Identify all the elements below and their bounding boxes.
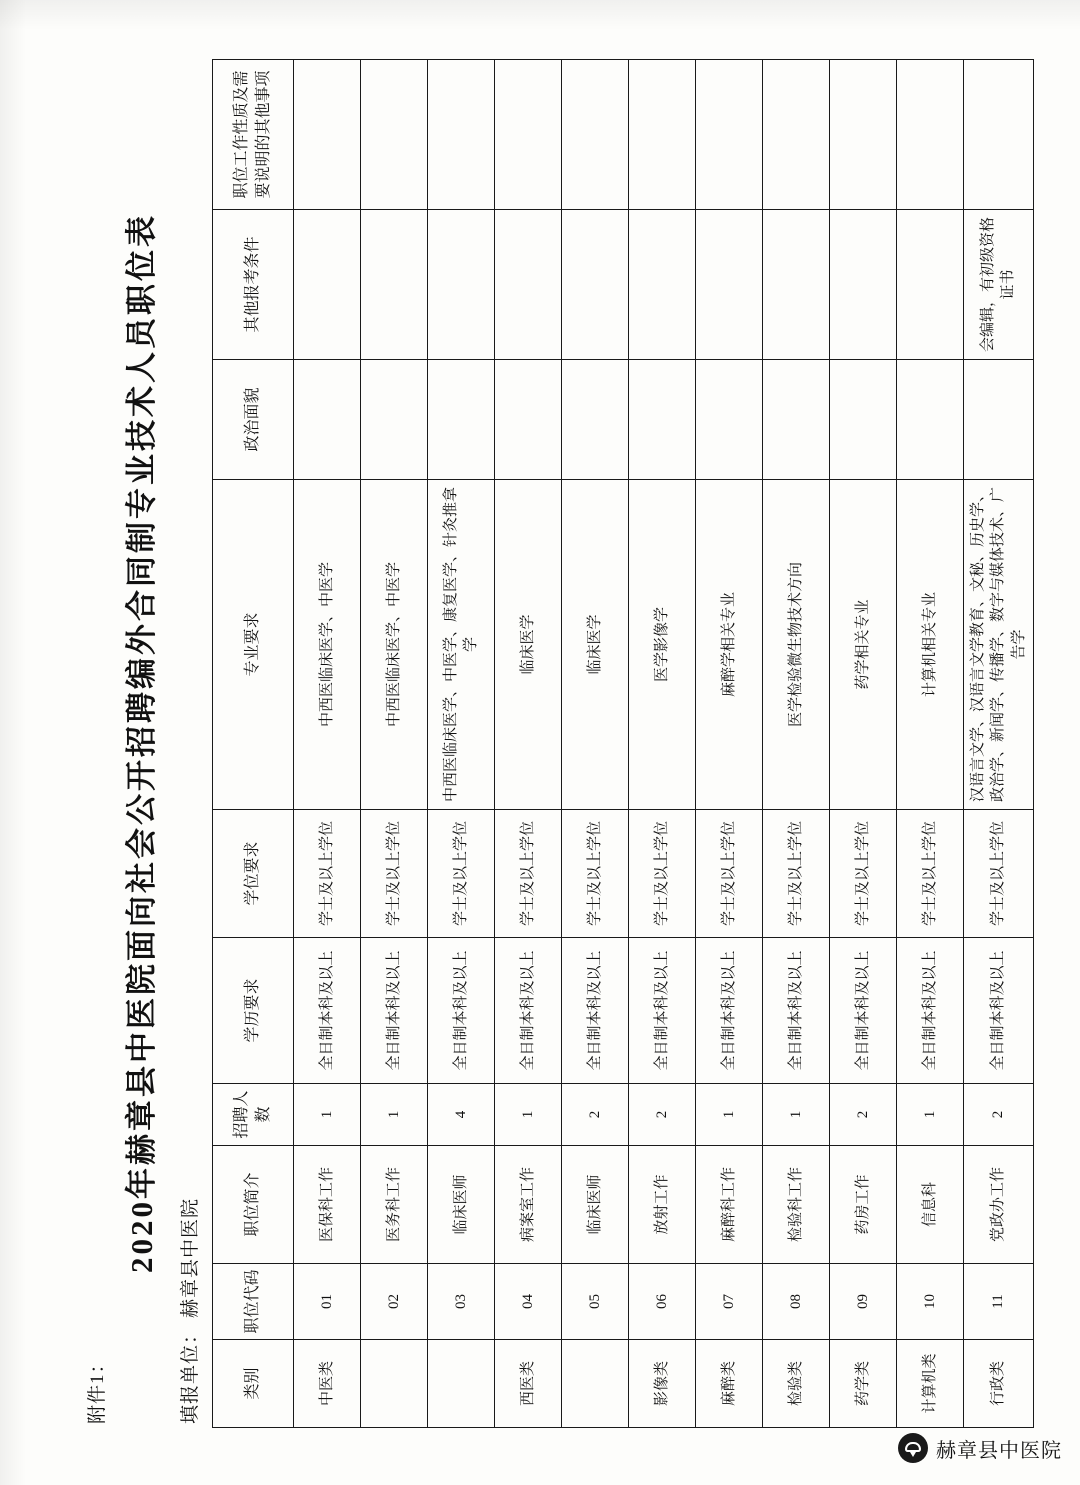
- job-positions-table: [212, 59, 1034, 1428]
- cell-degree: 学士及以上学位: [763, 809, 830, 937]
- cell-major: 汉语言文学、汉语言文学教育、文秘、历史学、政治学、新闻学、传播学、数字与媒体技术、广告学: [964, 479, 1034, 809]
- cell-major: 麻醉学相关专业: [696, 479, 763, 809]
- cell-count: 1: [763, 1083, 830, 1145]
- cell-major: 中西医临床医学、中医学、康复医学、针灸推拿学: [428, 479, 495, 809]
- cell-education: 全日制本科及以上: [830, 937, 897, 1083]
- cell-major: 临床医学: [495, 479, 562, 809]
- cell-degree: 学士及以上学位: [830, 809, 897, 937]
- cell-politics: [696, 359, 763, 479]
- cell-other-conditions: [897, 209, 964, 359]
- cell-education: 全日制本科及以上: [294, 937, 361, 1083]
- cell-other-conditions: 会编辑，有初级资格证书: [964, 209, 1034, 359]
- cell-count: 2: [830, 1083, 897, 1145]
- cell-politics: [830, 359, 897, 479]
- cell-notes: [696, 59, 763, 209]
- table-row: [830, 59, 897, 1427]
- header-code: 职位代码: [213, 1263, 294, 1339]
- table-row: [361, 59, 428, 1427]
- cell-education: 全日制本科及以上: [495, 937, 562, 1083]
- cell-politics: [629, 359, 696, 479]
- cell-category: 西医类: [495, 1339, 562, 1427]
- cell-brief: 医保科工作: [294, 1145, 361, 1263]
- cell-count: 1: [294, 1083, 361, 1145]
- table-row: [763, 59, 830, 1427]
- cell-code: 08: [763, 1263, 830, 1339]
- cell-category: 检验类: [763, 1339, 830, 1427]
- header-brief: 职位简介: [213, 1145, 294, 1263]
- cell-category: 药学类: [830, 1339, 897, 1427]
- table-row: [897, 59, 964, 1427]
- cell-education: 全日制本科及以上: [361, 937, 428, 1083]
- cell-category: [361, 1339, 428, 1427]
- header-politics: 政治面貌: [213, 359, 294, 479]
- header-major: 专业要求: [213, 479, 294, 809]
- cell-brief: 医务科工作: [361, 1145, 428, 1263]
- report-unit-label: 填报单位：: [180, 1323, 201, 1424]
- cell-code: 07: [696, 1263, 763, 1339]
- cell-education: 全日制本科及以上: [428, 937, 495, 1083]
- cell-notes: [830, 59, 897, 209]
- cell-count: 2: [562, 1083, 629, 1145]
- cell-count: 1: [495, 1083, 562, 1145]
- table-header-row: [213, 59, 294, 1427]
- cell-politics: [562, 359, 629, 479]
- cell-other-conditions: [629, 209, 696, 359]
- cell-major: 中西医临床医学、中医学: [361, 479, 428, 809]
- cell-degree: 学士及以上学位: [294, 809, 361, 937]
- cell-notes: [428, 59, 495, 209]
- cell-code: 03: [428, 1263, 495, 1339]
- cell-other-conditions: [294, 209, 361, 359]
- cell-politics: [763, 359, 830, 479]
- cell-degree: 学士及以上学位: [562, 809, 629, 937]
- cell-code: 04: [495, 1263, 562, 1339]
- table-row: [428, 59, 495, 1427]
- cell-category: 麻醉类: [696, 1339, 763, 1427]
- cell-other-conditions: [495, 209, 562, 359]
- watermark-badge: [898, 1433, 1062, 1463]
- cell-category: 影像类: [629, 1339, 696, 1427]
- cell-other-conditions: [763, 209, 830, 359]
- cell-notes: [294, 59, 361, 209]
- cell-education: 全日制本科及以上: [763, 937, 830, 1083]
- cell-education: 全日制本科及以上: [897, 937, 964, 1083]
- cell-other-conditions: [696, 209, 763, 359]
- watermark-label: 赫章县中医院: [936, 1439, 1062, 1462]
- table-row: [964, 59, 1034, 1427]
- cell-brief: 检验科工作: [763, 1145, 830, 1263]
- cell-politics: [294, 359, 361, 479]
- cell-education: 全日制本科及以上: [964, 937, 1034, 1083]
- wechat-official-account-icon: [898, 1433, 928, 1463]
- cell-major: 临床医学: [562, 479, 629, 809]
- cell-major: 医学影像学: [629, 479, 696, 809]
- report-unit-value: 赫章县中医院: [180, 1197, 201, 1318]
- cell-degree: 学士及以上学位: [629, 809, 696, 937]
- table-row: [629, 59, 696, 1427]
- cell-category: [428, 1339, 495, 1427]
- cell-degree: 学士及以上学位: [495, 809, 562, 937]
- header-count: 招聘人数: [213, 1083, 294, 1145]
- cell-code: 10: [897, 1263, 964, 1339]
- cell-education: 全日制本科及以上: [696, 937, 763, 1083]
- report-unit-row: [175, 1197, 202, 1423]
- cell-politics: [361, 359, 428, 479]
- table-row: [696, 59, 763, 1427]
- cell-code: 11: [964, 1263, 1034, 1339]
- cell-notes: [562, 59, 629, 209]
- cell-count: 1: [897, 1083, 964, 1145]
- header-other-conditions: 其他报考条件: [213, 209, 294, 359]
- cell-code: 09: [830, 1263, 897, 1339]
- cell-category: 中医类: [294, 1339, 361, 1427]
- cell-major: 医学检验微生物技术方向: [763, 479, 830, 809]
- cell-degree: 学士及以上学位: [964, 809, 1034, 937]
- header-category: 类别: [213, 1339, 294, 1427]
- header-degree: 学位要求: [213, 809, 294, 937]
- cell-major: 计算机相关专业: [897, 479, 964, 809]
- cell-notes: [964, 59, 1034, 209]
- cell-politics: [897, 359, 964, 479]
- cell-count: 2: [629, 1083, 696, 1145]
- cell-major: 药学相关专业: [830, 479, 897, 809]
- cell-count: 1: [696, 1083, 763, 1145]
- cell-politics: [964, 359, 1034, 479]
- cell-code: 02: [361, 1263, 428, 1339]
- cell-brief: 药房工作: [830, 1145, 897, 1263]
- cell-code: 06: [629, 1263, 696, 1339]
- cell-other-conditions: [361, 209, 428, 359]
- cell-notes: [897, 59, 964, 209]
- cell-degree: 学士及以上学位: [428, 809, 495, 937]
- cell-degree: 学士及以上学位: [361, 809, 428, 937]
- cell-education: 全日制本科及以上: [629, 937, 696, 1083]
- cell-other-conditions: [562, 209, 629, 359]
- cell-brief: 信息科: [897, 1145, 964, 1263]
- cell-degree: 学士及以上学位: [897, 809, 964, 937]
- cell-major: 中西医临床医学、中医学: [294, 479, 361, 809]
- cell-category: 计算机类: [897, 1339, 964, 1427]
- cell-notes: [495, 59, 562, 209]
- cell-brief: 病案室工作: [495, 1145, 562, 1263]
- cell-brief: 临床医师: [428, 1145, 495, 1263]
- cell-code: 05: [562, 1263, 629, 1339]
- cell-notes: [361, 59, 428, 209]
- header-notes: 职位工作性质及需要说明的其他事项: [213, 59, 294, 209]
- cell-brief: 麻醉科工作: [696, 1145, 763, 1263]
- attachment-label: 附件1：: [87, 1352, 108, 1424]
- cell-category: [562, 1339, 629, 1427]
- cell-education: 全日制本科及以上: [562, 937, 629, 1083]
- cell-brief: 放射工作: [629, 1145, 696, 1263]
- cell-other-conditions: [830, 209, 897, 359]
- table-row: [294, 59, 361, 1427]
- cell-count: 4: [428, 1083, 495, 1145]
- table-row: [495, 59, 562, 1427]
- cell-degree: 学士及以上学位: [696, 809, 763, 937]
- table-row: [562, 59, 629, 1427]
- cell-count: 1: [361, 1083, 428, 1145]
- cell-brief: 临床医师: [562, 1145, 629, 1263]
- cell-other-conditions: [428, 209, 495, 359]
- cell-politics: [495, 359, 562, 479]
- cell-code: 01: [294, 1263, 361, 1339]
- rotated-document-content: [20, 28, 1060, 1458]
- page-title: 2020年赫章县中医院面向社会公开招聘编外合同制专业技术人员职位表: [124, 212, 159, 1273]
- cell-category: 行政类: [964, 1339, 1034, 1427]
- scan-edge-shadow-top: [0, 0, 1080, 30]
- cell-brief: 党政办工作: [964, 1145, 1034, 1263]
- cell-politics: [428, 359, 495, 479]
- cell-count: 2: [964, 1083, 1034, 1145]
- header-education: 学历要求: [213, 937, 294, 1083]
- cell-notes: [629, 59, 696, 209]
- cell-notes: [763, 59, 830, 209]
